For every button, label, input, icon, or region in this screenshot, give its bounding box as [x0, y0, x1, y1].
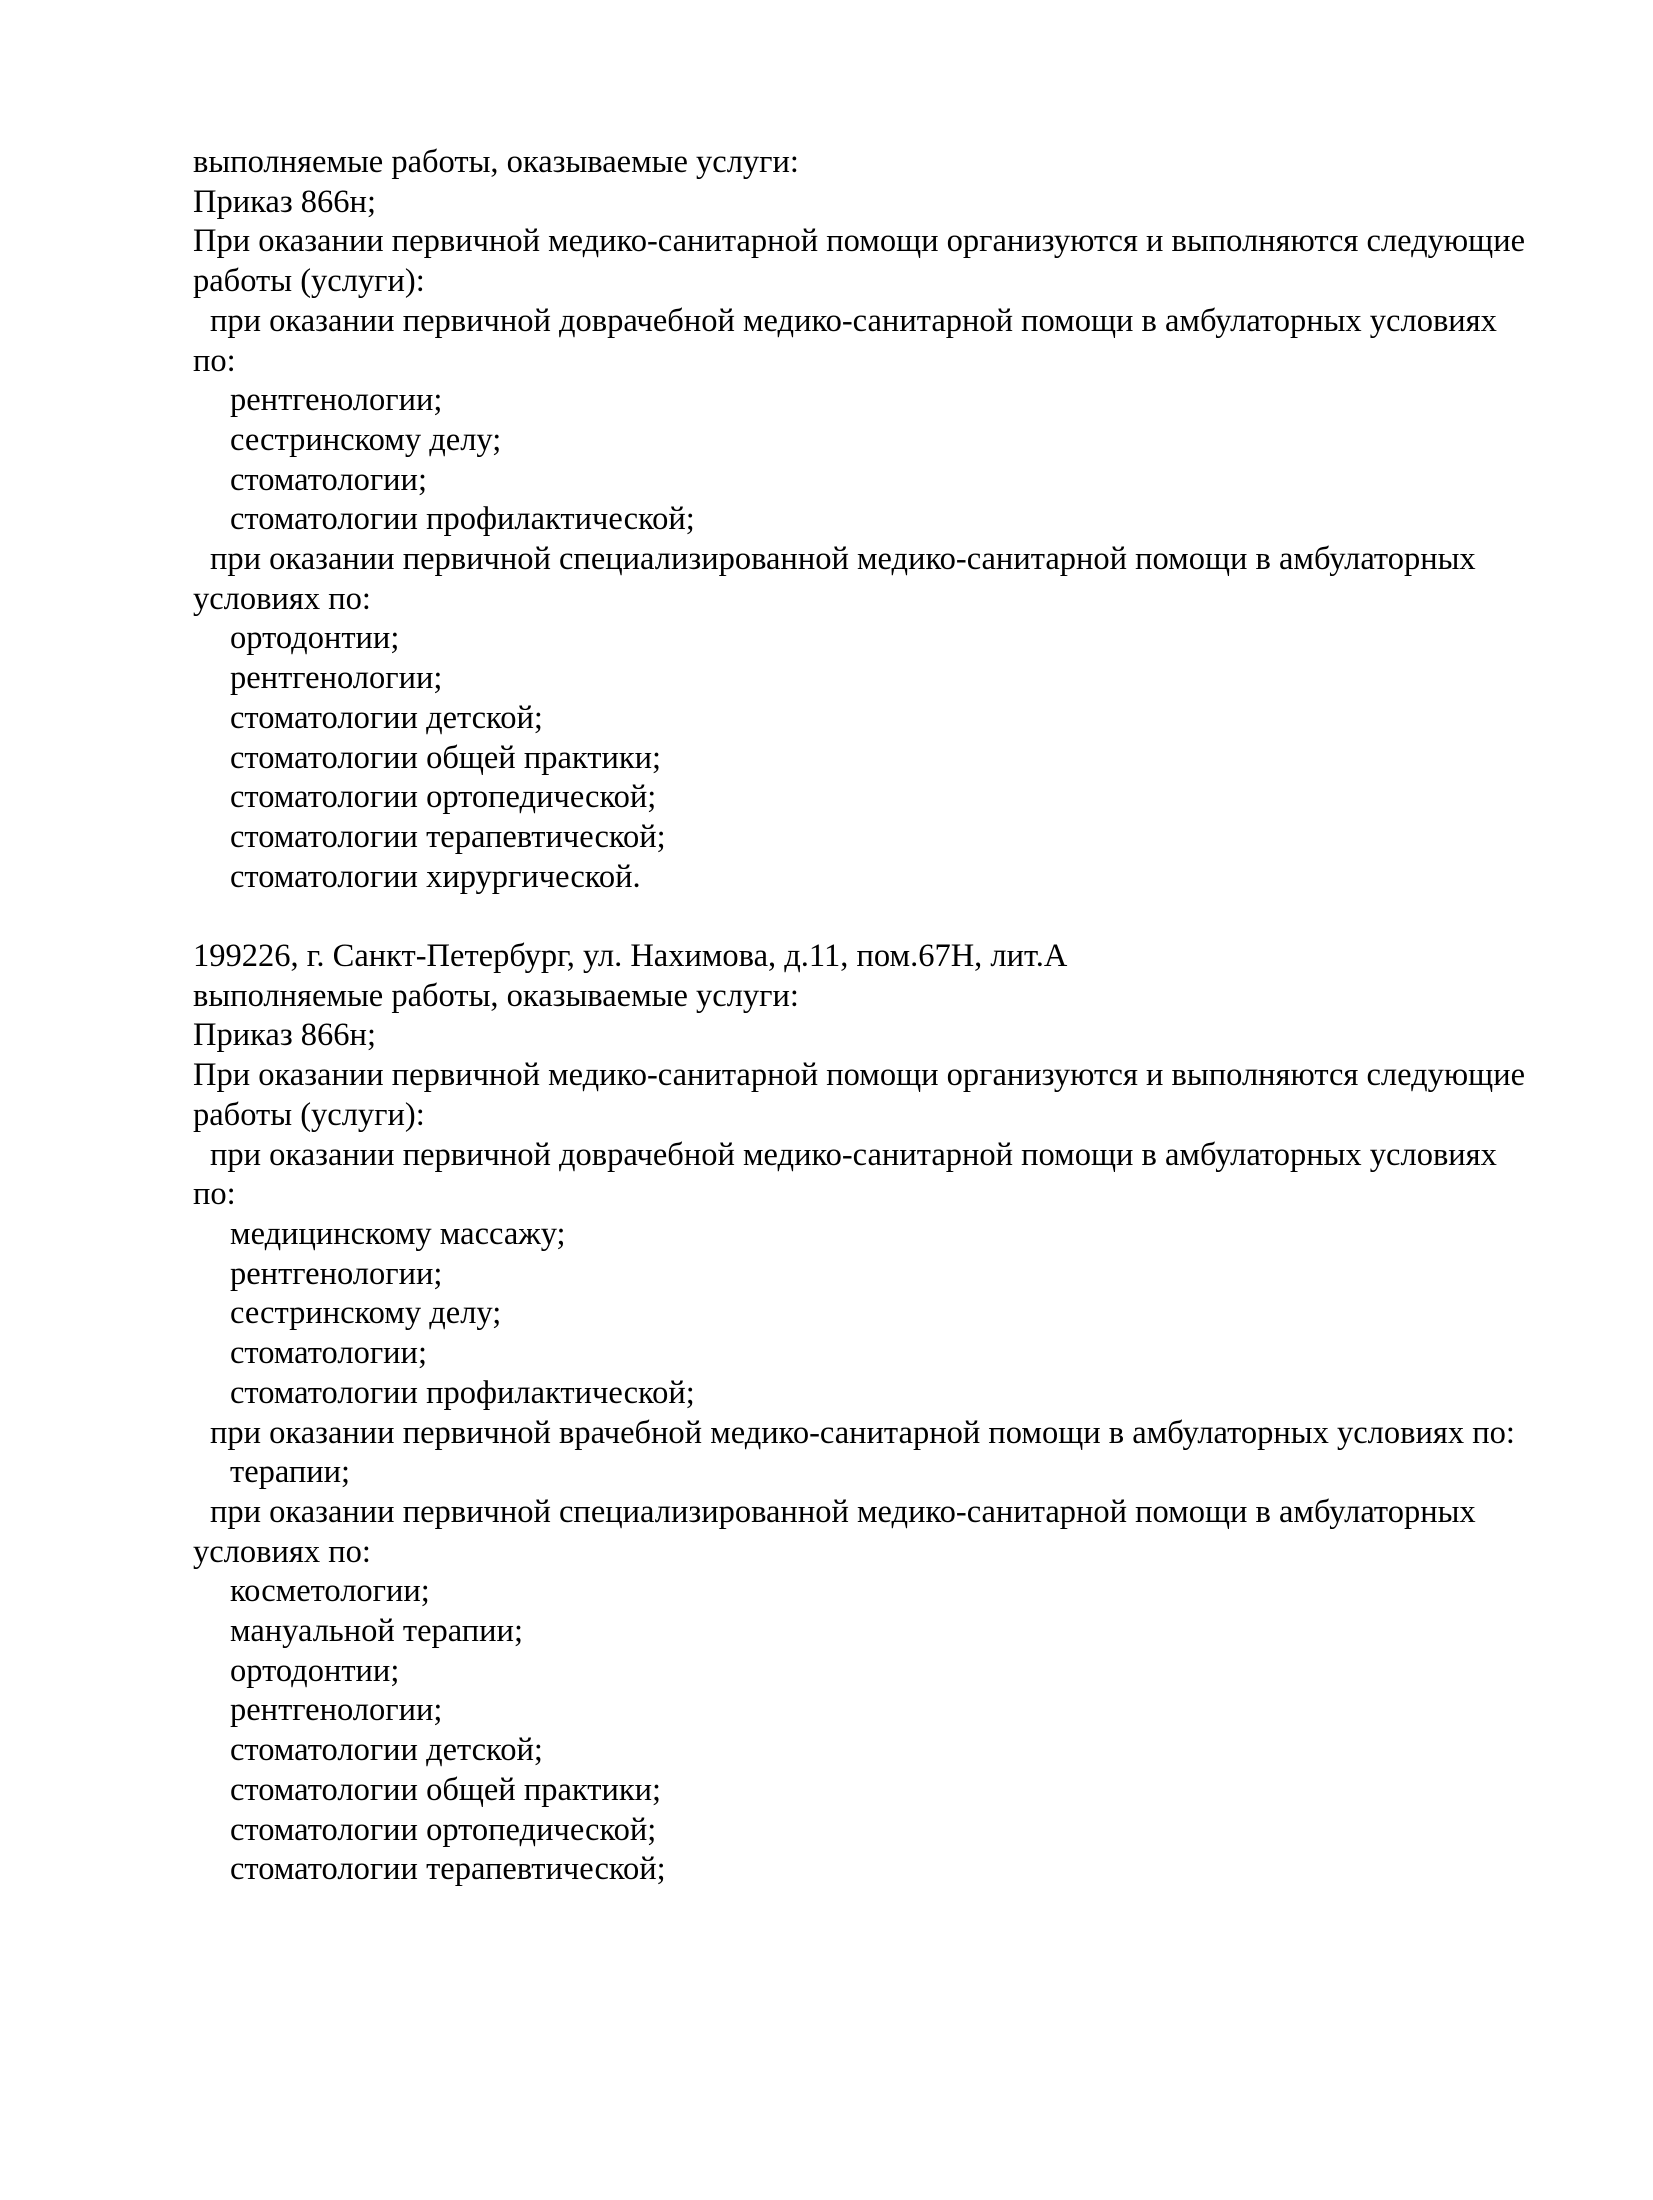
- text-line: стоматологии профилактической;: [230, 1374, 695, 1411]
- text-line: Приказ 866н;: [193, 1017, 376, 1054]
- text-line: выполняемые работы, оказываемые услуги:: [193, 144, 799, 180]
- text-line: сестринскому делу;: [230, 1295, 502, 1332]
- blank-line: [193, 897, 1553, 937]
- text-line: 199226, г. Санкт-Петербург, ул. Нахимова, д.11, пом.67Н, лит.А: [193, 938, 1068, 975]
- text-line: стоматологии профилактической;: [230, 501, 695, 538]
- text-line: по:: [193, 1176, 236, 1213]
- text-line: стоматологии общей практики;: [230, 739, 662, 776]
- text-line: при оказании первичной специализированной медико-санитарной помощи в амбулаторных: [210, 541, 1476, 578]
- text-line: сестринскому делу;: [230, 421, 502, 458]
- text-line: стоматологии;: [230, 1335, 427, 1372]
- text-line: стоматологии общей практики;: [230, 1771, 662, 1808]
- text-line: рентгенологии;: [230, 1255, 443, 1292]
- text-line: стоматологии ортопедической;: [230, 1811, 657, 1848]
- text-line: рентгенологии;: [230, 382, 443, 419]
- text-line: стоматологии;: [230, 461, 427, 498]
- text-line: работы (услуги):: [193, 263, 425, 300]
- text-line: стоматологии детской;: [230, 699, 543, 736]
- text-line: При оказании первичной медико-санитарной помощи организуются и выполняются следующие: [193, 223, 1526, 260]
- text-line: стоматологии терапевтической;: [230, 818, 666, 855]
- text-line: терапии;: [230, 1454, 351, 1491]
- text-line: мануальной терапии;: [230, 1613, 523, 1650]
- text-line: Приказ 866н;: [193, 183, 376, 220]
- text-line: по:: [193, 342, 236, 379]
- text-line: косметологии;: [230, 1573, 430, 1610]
- text-line: стоматологии терапевтической;: [230, 1851, 666, 1888]
- text-line: рентгенологии;: [230, 660, 443, 697]
- text-line: работы (услуги):: [193, 1096, 425, 1133]
- text-line: При оказании первичной медико-санитарной помощи организуются и выполняются следующие: [193, 1057, 1526, 1094]
- text-line: рентгенологии;: [230, 1692, 443, 1729]
- text-line: условиях по:: [193, 1533, 371, 1570]
- text-line: ортодонтии;: [230, 620, 400, 657]
- text-line: ортодонтии;: [230, 1652, 400, 1689]
- text-line: выполняемые работы, оказываемые услуги:: [193, 977, 799, 1014]
- text-line: при оказании первичной доврачебной медико-санитарной помощи в амбулаторных условиях: [210, 1136, 1497, 1173]
- license-works-text-block: [193, 143, 1553, 1890]
- text-line: медицинскому массажу;: [230, 1215, 566, 1252]
- text-line: условиях по:: [193, 580, 371, 617]
- text-line: при оказании первичной врачебной медико-санитарной помощи в амбулаторных условиях по:: [210, 1414, 1515, 1451]
- text-line: стоматологии хирургической.: [230, 858, 641, 895]
- text-line: при оказании первичной специализированной медико-санитарной помощи в амбулаторных: [210, 1493, 1476, 1530]
- text-line: стоматологии детской;: [230, 1732, 543, 1769]
- text-line: при оказании первичной доврачебной медико-санитарной помощи в амбулаторных условиях: [210, 302, 1497, 339]
- text-line: стоматологии ортопедической;: [230, 779, 657, 816]
